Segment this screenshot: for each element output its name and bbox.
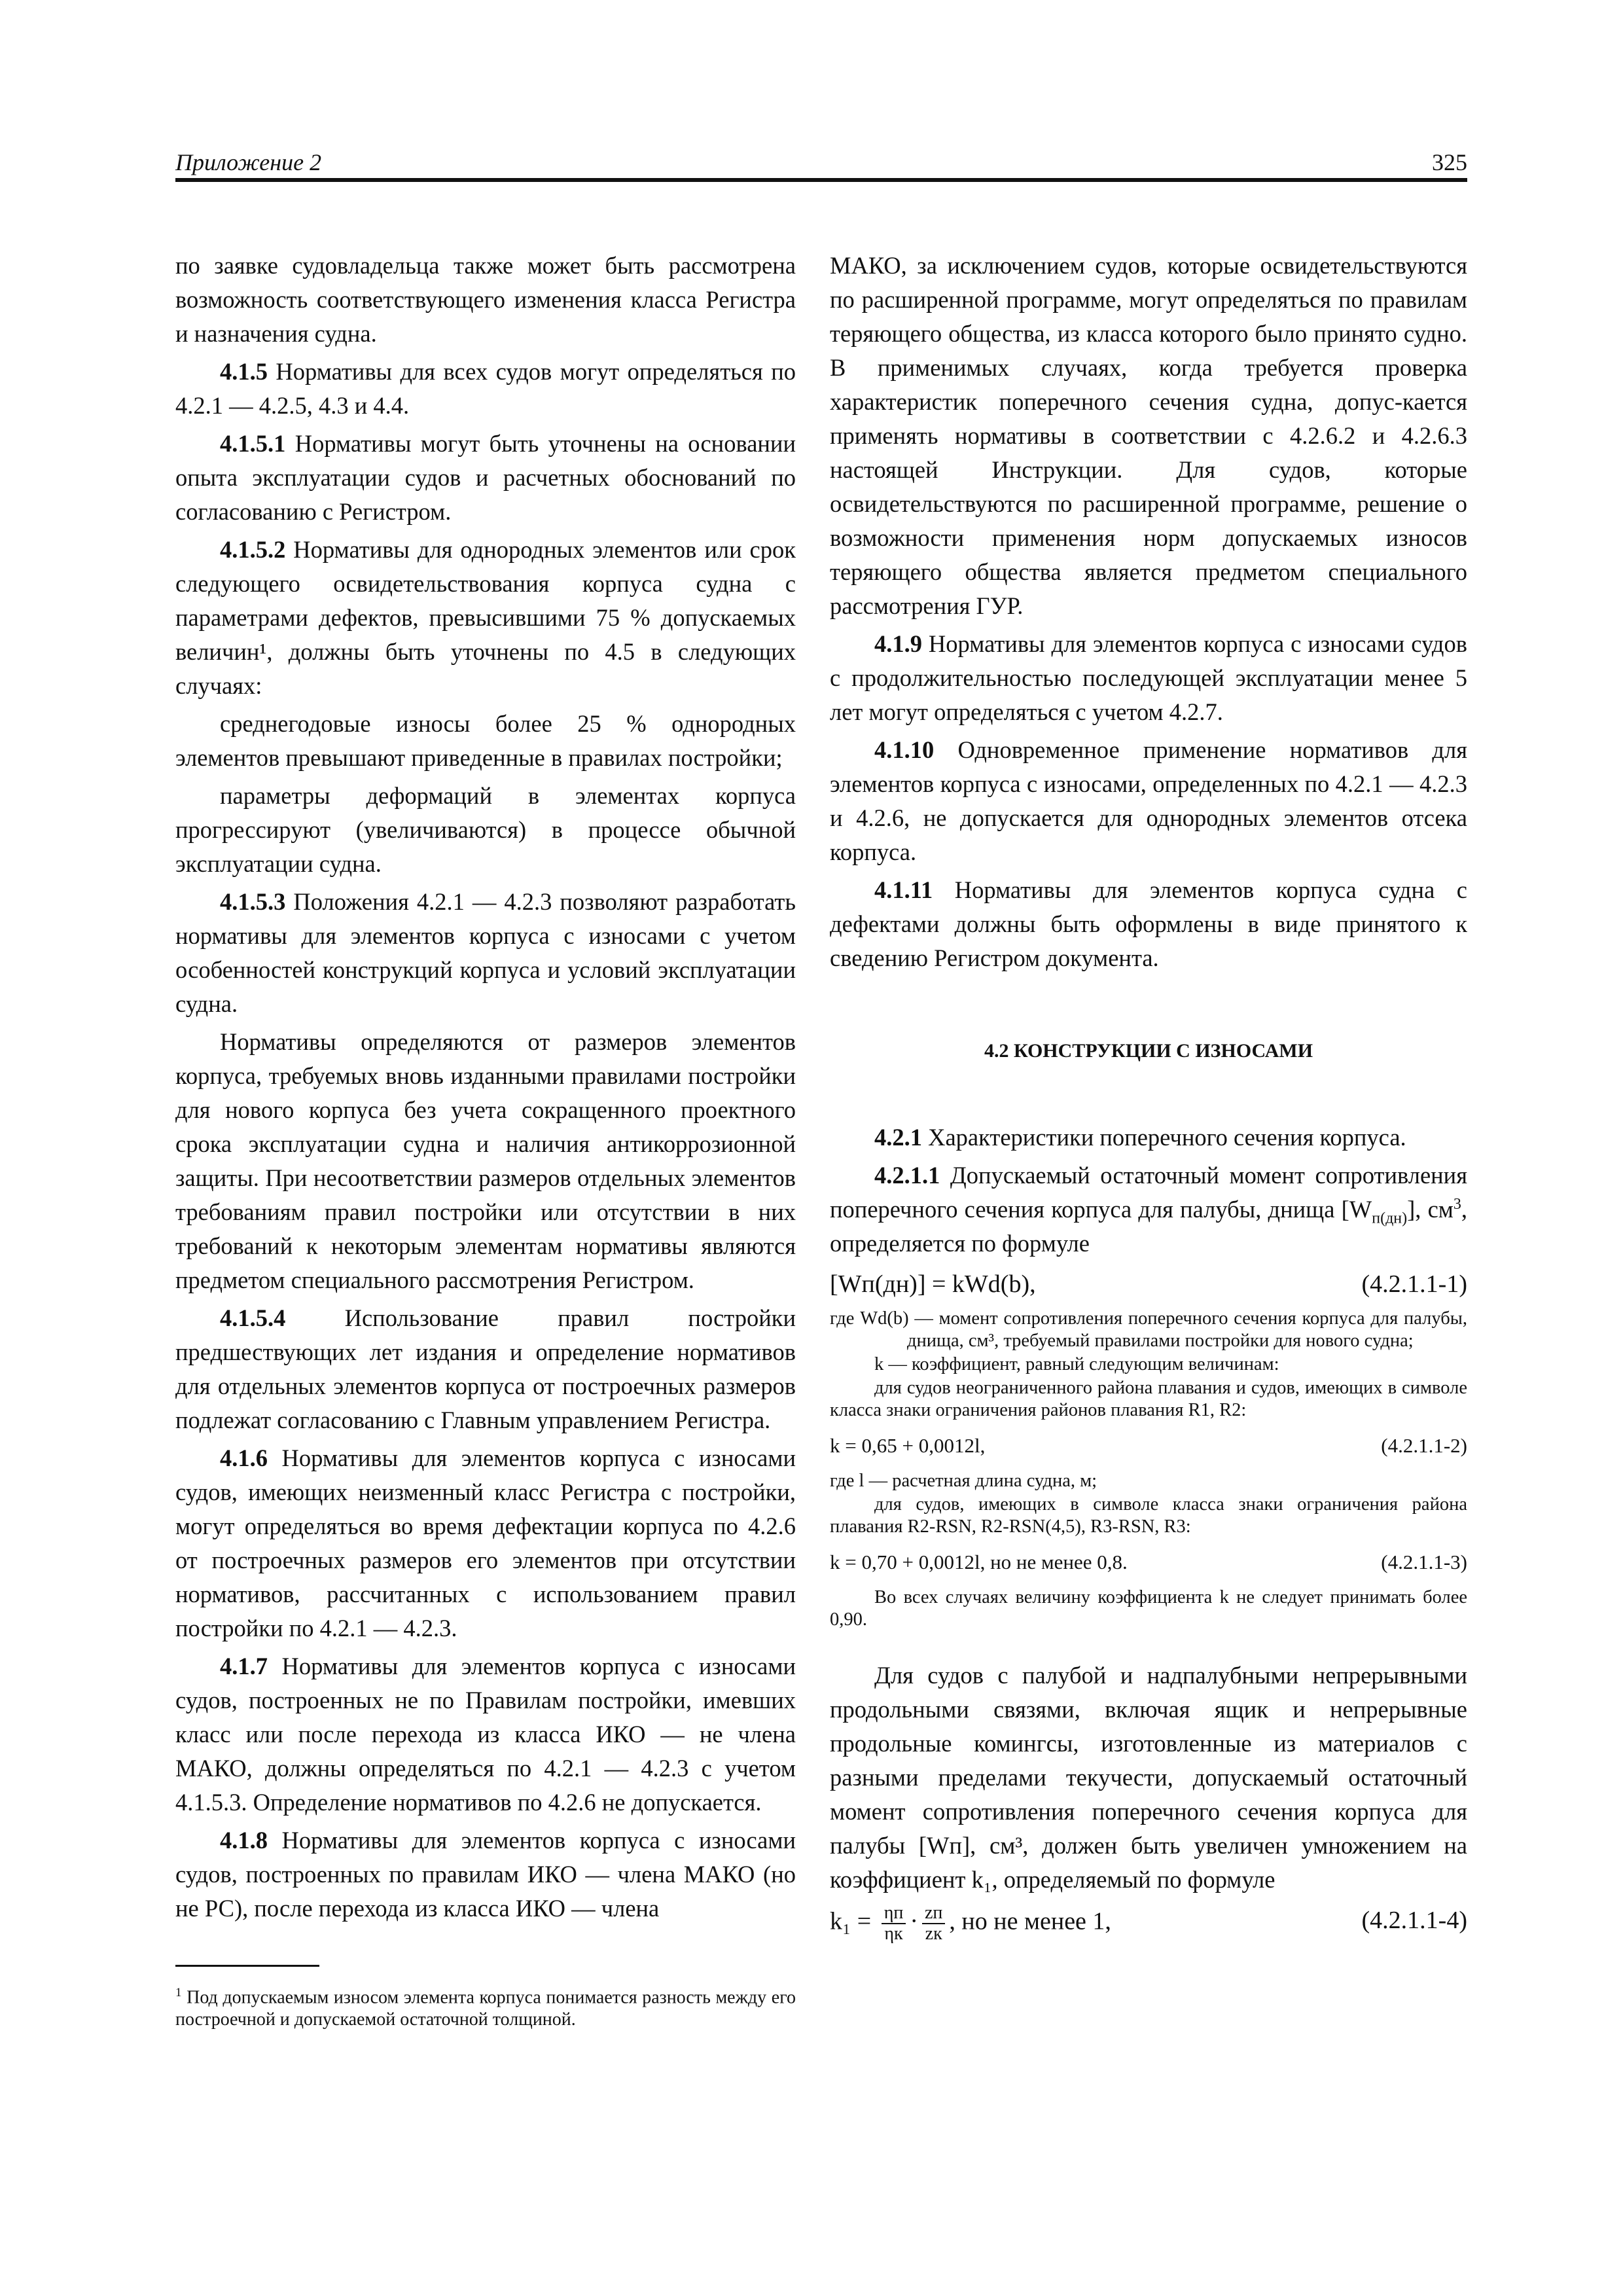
clause-number: 4.1.10 <box>874 736 935 763</box>
clause-number: 4.1.5.4 <box>220 1304 286 1331</box>
clause-text: ], см <box>1407 1196 1454 1223</box>
page-header <box>175 147 1467 180</box>
k1-symbol: k₁ = <box>830 1907 872 1935</box>
case-restricted: для судов, имеющих в символе класса знаки ограничения района плавания R2-RSN, R2-RSN(4,5), R3-RSN, R3: <box>830 1494 1467 1537</box>
clause-number: 4.1.9 <box>874 630 922 657</box>
right-paragraph <box>830 627 1467 729</box>
formula-4-2-1-1-3 <box>830 1551 1467 1573</box>
numerator: zп <box>922 1903 945 1924</box>
left-paragraph <box>175 707 796 775</box>
denominator: zк <box>925 1924 942 1944</box>
left-paragraph <box>175 533 796 703</box>
case-unrestricted: для судов неограниченного района плавания и судов, имеющих в символе класса знаки ограничения районов плавания R1, R2: <box>830 1378 1467 1420</box>
header-title: Приложение 2 <box>175 149 322 175</box>
paragraph-text: Нормативы определяются от размеров элементов корпуса, требуемых вновь изданными правилами постройки для нового корпуса без учета сокращенного проектного срока эксплуатации судна и наличия антикоррозионной защиты. При несоответствии размеров отдельных элементов требованиям правил постройки или отсутствии в них требований к некоторым элементам нормативы являются предметом специального рассмотрения Регистром. <box>175 1028 796 1293</box>
clause-number: 4.2.1 <box>874 1124 922 1151</box>
clause-number: 4.2.1.1 <box>874 1162 940 1189</box>
formula-ref: (4.2.1.1-4) <box>1361 1907 1467 1934</box>
paragraph-deck: Для судов с палубой и надпалубными непрерывными продольными связями, включая ящик и непрерывные продольные комингсы, изготовленные из материалов с разными пределами текучести, допускаемый остаточный момент сопротивления поперечного сечения корпуса для палубы [Wп], см³, должен быть увеличен умножением на коэффициент k₁, определяемый по формуле <box>830 1662 1467 1893</box>
formula-expression: [Wп(дн)] = kWd(b), <box>830 1270 1036 1298</box>
page-number: 325 <box>1432 149 1467 175</box>
left-paragraph <box>175 1823 796 1926</box>
paragraph-4-2-1-1 <box>830 1158 1467 1261</box>
left-column <box>175 249 796 1929</box>
formula-4-2-1-1-2 <box>830 1435 1467 1457</box>
left-paragraph <box>175 779 796 881</box>
left-paragraph <box>175 1301 796 1437</box>
formula-4-2-1-1-4 <box>830 1903 1467 1944</box>
paragraph-text: параметры деформаций в элементах корпуса прогрессируют (увеличиваются) в процессе обычной эксплуатации судна. <box>175 782 796 877</box>
clause-number: 4.1.11 <box>874 876 933 903</box>
fraction-z <box>922 1903 945 1944</box>
clause-number: 4.1.5 <box>220 358 268 385</box>
formula-expression: k₁ = $\frac{\eta п}{\eta к}$ · $\frac{zп}{zк}$ , но не менее 1, <box>830 1903 1111 1944</box>
footnote-rule <box>175 1965 319 1967</box>
right-column <box>830 249 1467 1950</box>
left-paragraph <box>175 355 796 423</box>
paragraph-text: Нормативы для элементов корпуса с износами судов с продолжительностью последующей эксплуатации менее 5 лет могут определяться с учетом 4.2.7. <box>830 630 1467 725</box>
formula-ref: (4.2.1.1-1) <box>1361 1270 1467 1298</box>
paragraph-text: МАКО, за исключением судов, которые освидетельствуются по расширенной программе, могут определяться по правилам теряющего общества, из класса которого было принято судно. В применимых случаях, когда требуется проверка характеристик поперечного сечения судна, допус-кается применять нормативы в соответствии с 4.2.6.2 и 4.2.6.3 настоящей Инструкции. Для судов, которые освидетельствуются по расширенной программе, решение о возможности применения норм допускаемых износов теряющего общества является предметом специального рассмотрения ГУР. <box>830 252 1467 619</box>
paragraph-4-2-1 <box>830 1121 1467 1155</box>
footnote <box>175 1982 796 2031</box>
formula-ref: (4.2.1.1-3) <box>1381 1551 1467 1573</box>
formula-4-2-1-1-1 <box>830 1267 1467 1301</box>
left-paragraph <box>175 427 796 529</box>
note-k-limit: Во всех случаях величину коэффициента k не следует принимать более 0,90. <box>830 1587 1467 1630</box>
paragraph-text: среднегодовые износы более 25 % однородных элементов превышают приведенные в правилах постройки; <box>175 710 796 771</box>
subscript: п(дн) <box>1372 1210 1408 1227</box>
section-heading: 4.2 КОНСТРУКЦИИ С ИЗНОСАМИ <box>984 1040 1313 1062</box>
superscript: 3 <box>1453 1195 1461 1213</box>
paragraph-text: Нормативы могут быть уточнены на основании опыта эксплуатации судов и расчетных обоснований по согласованию с Регистром. <box>175 430 796 525</box>
fraction-eta <box>882 1903 906 1944</box>
clause-number: 4.1.5.1 <box>220 430 286 457</box>
left-paragraph <box>175 1025 796 1297</box>
clause-text: Характеристики поперечного сечения корпуса. <box>922 1124 1406 1151</box>
clause-number: 4.1.8 <box>220 1827 268 1854</box>
paragraph-text: по заявке судовладельца также может быть рассмотрена возможность соответствующего изменения класса Регистра и назначения судна. <box>175 252 796 347</box>
numerator: ηп <box>882 1903 906 1924</box>
right-paragraph <box>830 873 1467 975</box>
paragraph-text: Нормативы для элементов корпуса судна с дефектами должны быть оформлены в виде принятого к сведению Регистром документа. <box>830 876 1467 971</box>
formula-expression: k = 0,70 + 0,0012l, но не менее 0,8. <box>830 1551 1128 1573</box>
paragraph-text: Нормативы для однородных элементов или срок следующего освидетельствования корпуса судна с параметрами дефектов, превысившими 75 % допускаемых величин¹, должны быть уточнены по 4.5 в следующих случаях: <box>175 536 796 699</box>
paragraph-text: Положения 4.2.1 — 4.2.3 позволяют разработать нормативы для элементов корпуса с износами с учетом особенностей конструкций корпуса и условий эксплуатации судна. <box>175 888 796 1017</box>
paragraph-text: Использование правил постройки предшествующих лет издания и определение нормативов для отдельных элементов корпуса от построечных размеров подлежат согласованию с Главным управлением Регистра. <box>175 1304 796 1433</box>
formula-explanation <box>830 1308 1467 1631</box>
left-paragraph <box>175 1649 796 1820</box>
clause-number: 4.1.6 <box>220 1444 268 1471</box>
right-column-top <box>830 249 1467 975</box>
formula-expression: k = 0,65 + 0,0012l, <box>830 1434 986 1457</box>
where-k: k — коэффициент, равный следующим величинам: <box>874 1354 1279 1374</box>
right-paragraph <box>830 249 1467 623</box>
left-paragraph <box>175 885 796 1021</box>
where-l: где l — расчетная длина судна, м; <box>830 1471 1097 1491</box>
paragraph-text: Нормативы для элементов корпуса с износами судов, имеющих неизменный класс Регистра с постройки, могут определяться во время дефектации корпуса по 4.2.6 от построечных размеров его элементов при отсутствии нормативов, рассчитанных с использованием правил постройки по 4.2.1 — 4.2.3. <box>175 1444 796 1641</box>
paragraph-text: Нормативы для элементов корпуса с износами судов, построенных не по Правилам постройки, имевших класс или после перехода из класса ИКО — не члена МАКО, должны определяться по 4.2.1 — 4.2.3 с учетом 4.1.5.3. Определение нормативов по 4.2.6 не допускается. <box>175 1653 796 1816</box>
clause-number: 4.1.5.2 <box>220 536 286 563</box>
denominator: ηк <box>884 1924 903 1944</box>
spacer <box>830 1632 1467 1659</box>
paragraph-text: Одновременное применение нормативов для элементов корпуса с износами, определенных по 4.2.1 — 4.2.3 и 4.2.6, не допускается для однородных элементов отсека корпуса. <box>830 736 1467 865</box>
left-paragraph <box>175 249 796 351</box>
formula-ref: (4.2.1.1-2) <box>1381 1434 1467 1457</box>
footnote-text: Под допускаемым износом элемента корпуса понимается разность между его построечной и допускаемой остаточной толщиной. <box>175 1987 796 2030</box>
formula-tail: , но не менее 1, <box>949 1907 1111 1935</box>
paragraph-text: Нормативы для всех судов могут определяться по 4.2.1 — 4.2.5, 4.3 и 4.4. <box>175 358 796 419</box>
clause-text: Допускаемый остаточный момент сопротивления поперечного сечения корпуса для палубы, днища [W <box>830 1162 1467 1223</box>
left-paragraph <box>175 1441 796 1645</box>
right-paragraph <box>830 733 1467 869</box>
header-rule <box>175 178 1467 182</box>
clause-text: , определяется по формуле <box>830 1196 1468 1257</box>
footnote-mark: 1 <box>175 1986 182 2000</box>
clause-number: 4.1.7 <box>220 1653 268 1679</box>
clause-number: 4.1.5.3 <box>220 888 286 915</box>
paragraph-text: Нормативы для элементов корпуса с износами судов, построенных по правилам ИКО — члена МАКО (но не РС), после перехода из класса ИКО — члена <box>175 1827 796 1922</box>
where-wd: где Wd(b) — момент сопротивления поперечного сечения корпуса для палубы, днища, см³, требуемый правилами постройки для нового судна; <box>830 1308 1467 1351</box>
